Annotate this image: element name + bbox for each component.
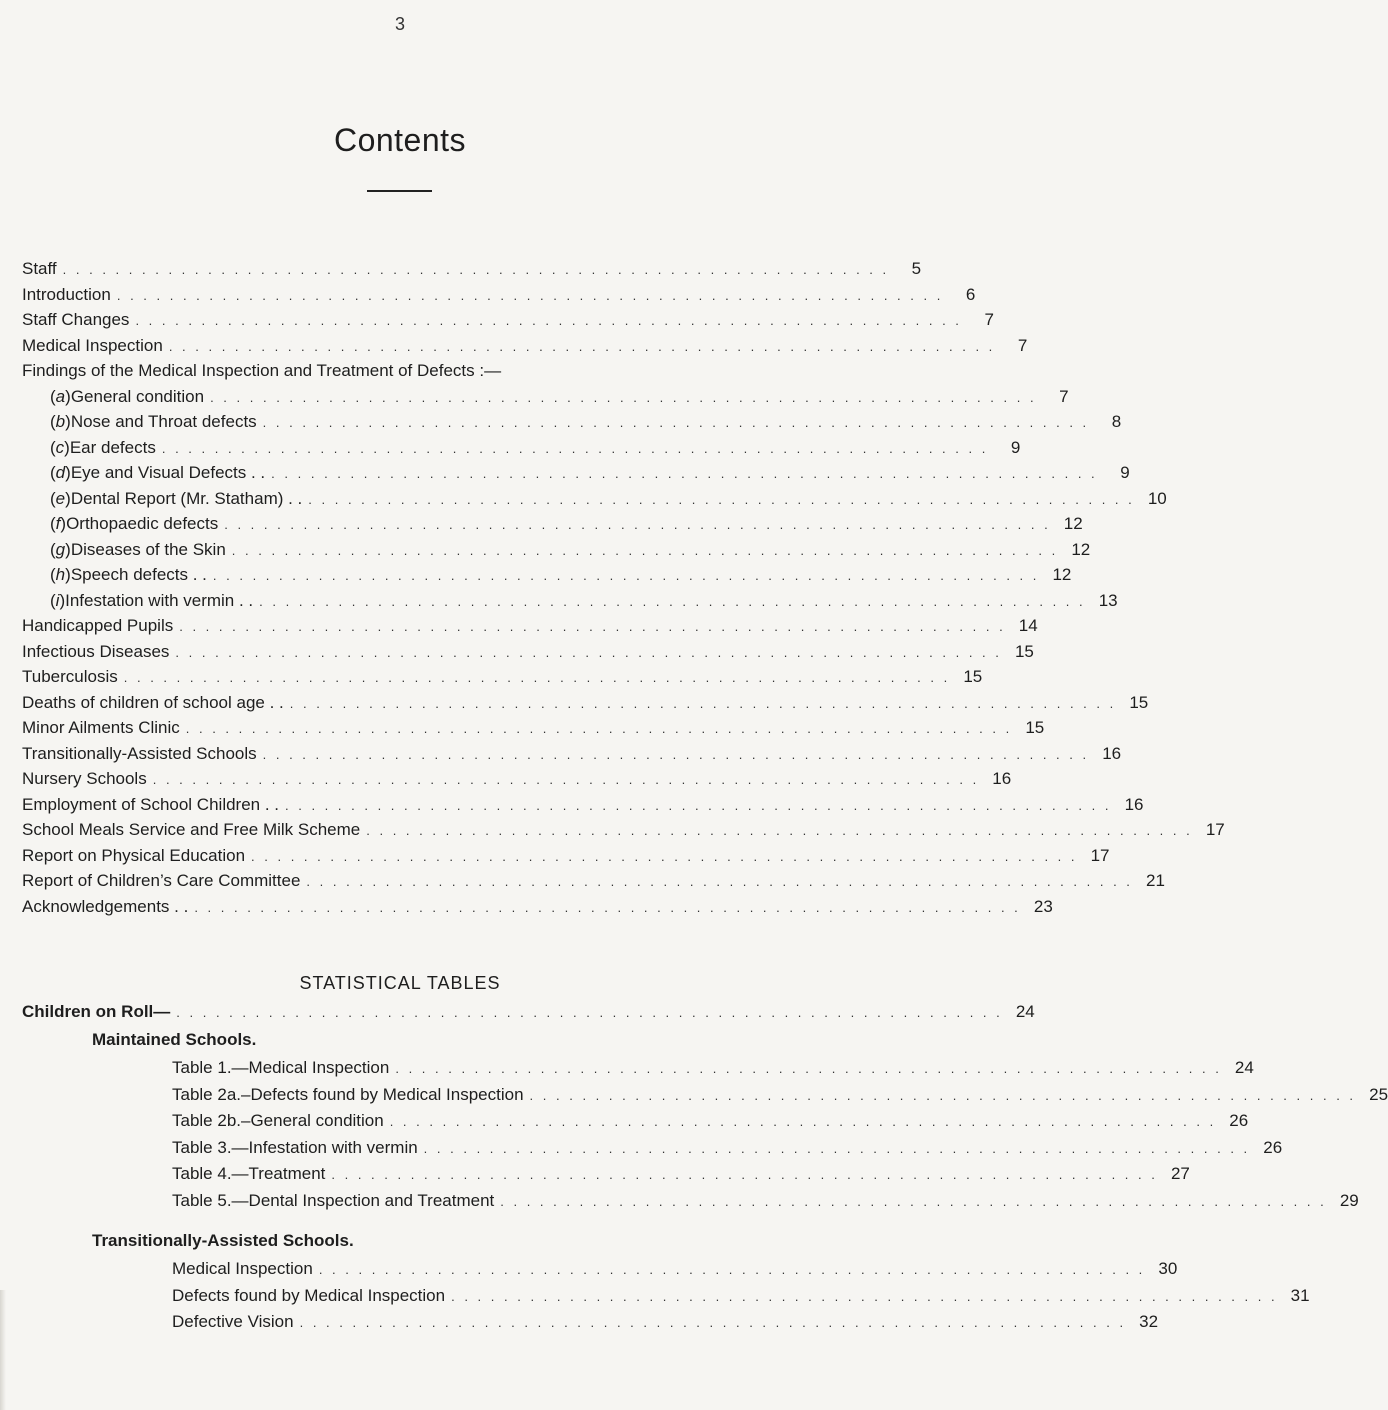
entry-label: Findings of the Medical Inspection and Treatment of Defects :— — [22, 361, 502, 380]
entry-page: 8 — [1111, 412, 1122, 431]
table-entry — [172, 1084, 1388, 1111]
leader-dots: . . . . . . . . . . . . . . . . . . . . . . . . . . . . . . . . . . . . . . . . . . . . . . . . . . . . . . . . . . . . . . . — [210, 389, 1037, 405]
entry-page: 17 — [1090, 845, 1110, 865]
entry-page: 23 — [1033, 896, 1053, 916]
entry-label: Medical Inspection — [22, 335, 163, 355]
entry-page: 15 — [963, 667, 983, 686]
entry-letter: (f) — [50, 514, 67, 533]
entry-label: Defects found by Medical Inspection — [172, 1285, 446, 1305]
table-entry — [172, 1259, 1178, 1285]
entry-label: Table 2b.–General condition — [172, 1111, 384, 1130]
toc-entry — [22, 284, 976, 311]
leader-dots: . . . . . . . . . . . . . . . . . . . . . . . . . . . . . . . . . . . . . . . . . . . . . . . . . . . . . . . . . . . . . . . — [251, 848, 1078, 864]
entry-label: Staff Changes — [22, 310, 130, 329]
entry-label: Employment of School Children . . — [22, 794, 280, 814]
leader-dots: . . . . . . . . . . . . . . . . . . . . . . . . . . . . . . . . . . . . . . . . . . . . . . . . . . . . . . . . . . . . . . . — [318, 1262, 1146, 1277]
leader-dots: . . . . . . . . . . . . . . . . . . . . . . . . . . . . . . . . . . . . . . . . . . . . . . . . . . . . . . . . . . . . . . . — [135, 313, 962, 328]
leader-dots: . . . . . . . . . . . . . . . . . . . . . . . . . . . . . . . . . . . . . . . . . . . . . . . . . . . . . . . . . . . . . . . — [395, 1061, 1222, 1076]
entry-label: School Meals Service and Free Milk Scheme — [22, 820, 361, 839]
entry-label: Report of Children’s Care Committee — [22, 871, 301, 890]
entry-page: 16 — [1102, 743, 1122, 763]
entry-page: 24 — [1015, 1002, 1035, 1021]
leader-dots: . . . . . . . . . . . . . . . . . . . . . . . . . . . . . . . . . . . . . . . . . . . . . . . . . . . . . . . . . . . . . . . — [179, 619, 1006, 634]
entry-label: Dental Report (Mr. Statham) . . — [70, 488, 303, 508]
maintained-schools-heading: Maintained Schools. — [92, 1030, 257, 1049]
entry-page: 10 — [1147, 488, 1167, 508]
table-entry — [172, 1164, 1190, 1190]
findings-entry — [50, 488, 1167, 515]
entry-page: 26 — [1229, 1111, 1249, 1130]
entry-page: 30 — [1158, 1259, 1178, 1278]
entry-page: 6 — [965, 284, 976, 304]
toc-entry — [22, 641, 1034, 668]
findings-entry — [50, 590, 1118, 617]
leader-dots: . . . . . . . . . . . . . . . . . . . . . . . . . . . . . . . . . . . . . . . . . . . . . . . . . . . . . . . . . . . . . . . — [161, 440, 989, 456]
entry-letter: (d) — [50, 463, 71, 482]
entry-label: Acknowledgements . . — [22, 896, 189, 916]
entry-label: Speech defects . . — [70, 565, 207, 584]
entry-page: 32 — [1139, 1312, 1159, 1331]
entry-page: 12 — [1071, 539, 1091, 559]
findings-entry — [50, 437, 1021, 464]
entry-page: 21 — [1145, 871, 1165, 890]
entry-letter: (h) — [50, 565, 71, 584]
leader-dots: . . . . . . . . . . . . . . . . . . . . . . . . . . . . . . . . . . . . . . . . . . . . . . . . . . . . . . . . . . . . . . . — [529, 1087, 1357, 1103]
title-rule — [367, 190, 432, 192]
leader-dots: . . . . . . . . . . . . . . . . . . . . . . . . . . . . . . . . . . . . . . . . . . . . . . . . . . . . . . . . . . . . . . . — [262, 746, 1090, 762]
findings-entry — [50, 565, 1072, 591]
toc-entry — [22, 845, 1110, 872]
entry-label: Eye and Visual Defects . . — [70, 463, 266, 482]
leader-dots: . . . . . . . . . . . . . . . . . . . . . . . . . . . . . . . . . . . . . . . . . . . . . . . . . . . . . . . . . . . . . . . — [306, 874, 1133, 889]
entry-page: 9 — [1120, 463, 1130, 482]
entry-page: 12 — [1063, 514, 1083, 533]
table-entry — [172, 1312, 1159, 1338]
leader-dots: . . . . . . . . . . . . . . . . . . . . . . . . . . . . . . . . . . . . . . . . . . . . . . . . . . . . . . . . . . . . . . . — [308, 491, 1135, 507]
toc-entry — [22, 896, 1053, 923]
entry-letter: (i) — [50, 590, 66, 610]
leader-dots: . . . . . . . . . . . . . . . . . . . . . . . . . . . . . . . . . . . . . . . . . . . . . . . . . . . . . . . . . . . . . . . — [299, 1315, 1127, 1330]
leader-dots: . . . . . . . . . . . . . . . . . . . . . . . . . . . . . . . . . . . . . . . . . . . . . . . . . . . . . . . . . . . . . . . — [224, 517, 1051, 532]
table-entry — [172, 1190, 1359, 1217]
toc-entry — [22, 692, 1149, 719]
children-on-roll-entry — [22, 1002, 1035, 1028]
entry-label: Minor Ailments Clinic — [22, 718, 180, 737]
page-number: 3 — [394, 14, 405, 34]
entry-page: 17 — [1205, 820, 1225, 839]
entry-page: 13 — [1098, 590, 1118, 610]
entry-page: 5 — [911, 259, 922, 278]
entry-label: Medical Inspection — [172, 1259, 313, 1278]
entry-page: 27 — [1170, 1164, 1190, 1183]
entry-page: 7 — [1059, 386, 1069, 406]
entry-page: 15 — [1014, 641, 1034, 661]
entry-label: Introduction — [22, 284, 111, 304]
entry-label: Table 4.—Treatment — [172, 1164, 326, 1183]
entry-label: Staff — [22, 259, 57, 278]
toc-entry — [22, 871, 1165, 897]
toc-entry — [22, 667, 983, 693]
table-entry — [172, 1111, 1249, 1137]
leader-dots: . . . . . . . . . . . . . . . . . . . . . . . . . . . . . . . . . . . . . . . . . . . . . . . . . . . . . . . . . . . . . . . — [451, 1288, 1278, 1304]
findings-entry — [50, 463, 1130, 489]
entry-label: Table 5.—Dental Inspection and Treatment — [172, 1190, 495, 1210]
leader-dots: . . . . . . . . . . . . . . . . . . . . . . . . . . . . . . . . . . . . . . . . . . . . . . . . . . . . . . . . . . . . . . . — [176, 1005, 1003, 1020]
entry-letter: (b) — [50, 412, 71, 431]
entry-page: 7 — [1017, 335, 1028, 355]
toc-entry — [22, 743, 1122, 770]
leader-dots: . . . . . . . . . . . . . . . . . . . . . . . . . . . . . . . . . . . . . . . . . . . . . . . . . . . . . . . . . . . . . . . — [152, 772, 980, 787]
findings-entry — [50, 514, 1083, 540]
leader-dots: . . . . . . . . . . . . . . . . . . . . . . . . . . . . . . . . . . . . . . . . . . . . . . . . . . . . . . . . . . . . . . . — [231, 542, 1059, 558]
leader-dots: . . . . . . . . . . . . . . . . . . . . . . . . . . . . . . . . . . . . . . . . . . . . . . . . . . . . . . . . . . . . . . . — [262, 415, 1090, 430]
leader-dots: . . . . . . . . . . . . . . . . . . . . . . . . . . . . . . . . . . . . . . . . . . . . . . . . . . . . . . . . . . . . . . . — [194, 899, 1021, 915]
table-entry — [172, 1285, 1310, 1312]
entry-page: 16 — [1124, 794, 1144, 814]
toc-entry — [22, 794, 1144, 821]
entry-label: Deaths of children of school age . . — [22, 692, 284, 712]
table-entry — [172, 1058, 1254, 1084]
leader-dots: . . . . . . . . . . . . . . . . . . . . . . . . . . . . . . . . . . . . . . . . . . . . . . . . . . . . . . . . . . . . . . . — [389, 1114, 1217, 1129]
entry-label: Diseases of the Skin — [70, 539, 226, 559]
table-entry — [172, 1137, 1283, 1164]
toc-entry — [22, 259, 922, 285]
entry-label: Transitionally-Assisted Schools — [22, 743, 257, 763]
leader-dots: . . . . . . . . . . . . . . . . . . . . . . . . . . . . . . . . . . . . . . . . . . . . . . . . . . . . . . . . . . . . . . . — [285, 797, 1112, 813]
entry-label: Nose and Throat defects — [70, 412, 257, 431]
entry-page: 25 — [1369, 1084, 1388, 1104]
leader-dots: . . . . . . . . . . . . . . . . . . . . . . . . . . . . . . . . . . . . . . . . . . . . . . . . . . . . . . . . . . . . . . . — [500, 1193, 1327, 1209]
entry-page: 31 — [1290, 1285, 1310, 1305]
leader-dots: . . . . . . . . . . . . . . . . . . . . . . . . . . . . . . . . . . . . . . . . . . . . . . . . . . . . . . . . . . . . . . . — [175, 644, 1002, 660]
entry-label: Infestation with vermin . . — [65, 590, 254, 610]
leader-dots: . . . . . . . . . . . . . . . . . . . . . . . . . . . . . . . . . . . . . . . . . . . . . . . . . . . . . . . . . . . . . . . — [423, 1140, 1251, 1156]
entry-page: 7 — [984, 310, 994, 329]
entry-label: Handicapped Pupils — [22, 616, 174, 635]
entry-page: 12 — [1052, 565, 1072, 584]
toc-entry — [22, 769, 1012, 795]
leader-dots: . . . . . . . . . . . . . . . . . . . . . . . . . . . . . . . . . . . . . . . . . . . . . . . . . . . . . . . . . . . . . . . — [331, 1167, 1158, 1182]
leader-dots: . . . . . . . . . . . . . . . . . . . . . . . . . . . . . . . . . . . . . . . . . . . . . . . . . . . . . . . . . . . . . . . — [116, 287, 944, 303]
entry-letter: (g) — [50, 539, 71, 559]
leader-dots: . . . . . . . . . . . . . . . . . . . . . . . . . . . . . . . . . . . . . . . . . . . . . . . . . . . . . . . . . . . . . . . — [271, 466, 1098, 481]
transitional-schools-heading: Transitionally-Assisted Schools. — [92, 1231, 354, 1250]
toc-entry — [22, 335, 1028, 362]
entry-page: 15 — [1129, 692, 1149, 712]
leader-dots: . . . . . . . . . . . . . . . . . . . . . . . . . . . . . . . . . . . . . . . . . . . . . . . . . . . . . . . . . . . . . . . — [366, 823, 1193, 838]
leader-dots: . . . . . . . . . . . . . . . . . . . . . . . . . . . . . . . . . . . . . . . . . . . . . . . . . . . . . . . . . . . . . . . — [289, 695, 1117, 711]
entry-label: General condition — [70, 386, 205, 406]
entry-label: Tuberculosis — [22, 667, 118, 686]
findings-heading — [22, 361, 749, 387]
scan-edge — [0, 1290, 6, 1410]
entry-page: 26 — [1263, 1137, 1283, 1157]
findings-entry — [50, 539, 1091, 566]
entry-label: Table 3.—Infestation with vermin — [172, 1137, 418, 1157]
entry-label: Table 2a.–Defects found by Medical Inspection — [172, 1084, 524, 1104]
leader-dots: . . . . . . . . . . . . . . . . . . . . . . . . . . . . . . . . . . . . . . . . . . . . . . . . . . . . . . . . . . . . . . . — [259, 593, 1086, 609]
entry-label: Nursery Schools — [22, 769, 147, 788]
toc-entry — [22, 820, 1225, 846]
entry-label: Table 1.—Medical Inspection — [172, 1058, 390, 1077]
page-title: Contents — [333, 122, 467, 158]
leader-dots: . . . . . . . . . . . . . . . . . . . . . . . . . . . . . . . . . . . . . . . . . . . . . . . . . . . . . . . . . . . . . . . — [62, 262, 890, 277]
toc-entry — [22, 718, 1045, 744]
entry-page: 29 — [1339, 1190, 1359, 1210]
leader-dots: . . . . . . . . . . . . . . . . . . . . . . . . . . . . . . . . . . . . . . . . . . . . . . . . . . . . . . . . . . . . . . . — [212, 568, 1040, 583]
entry-letter: (e) — [50, 488, 71, 508]
leader-dots: . . . . . . . . . . . . . . . . . . . . . . . . . . . . . . . . . . . . . . . . . . . . . . . . . . . . . . . . . . . . . . . — [185, 721, 1013, 736]
leader-dots: . . . . . . . . . . . . . . . . . . . . . . . . . . . . . . . . . . . . . . . . . . . . . . . . . . . . . . . . . . . . . . . — [123, 670, 951, 685]
entry-label: Children on Roll— — [22, 1002, 171, 1021]
findings-entry — [50, 386, 1069, 413]
toc-entry — [22, 616, 1038, 642]
entry-page: 9 — [1010, 437, 1021, 457]
entry-label: Infectious Diseases — [22, 641, 170, 661]
entry-page: 16 — [992, 769, 1012, 788]
entry-label: Report on Physical Education — [22, 845, 246, 865]
findings-entry — [50, 412, 1122, 438]
entry-label: Defective Vision — [172, 1312, 294, 1331]
statistical-tables-heading: STATISTICAL TABLES — [299, 973, 501, 993]
entry-label: Ear defects — [69, 437, 156, 457]
leader-dots: . . . . . . . . . . . . . . . . . . . . . . . . . . . . . . . . . . . . . . . . . . . . . . . . . . . . . . . . . . . . . . . — [168, 338, 996, 354]
entry-letter: (a) — [50, 386, 71, 406]
toc-entry — [22, 310, 994, 336]
entry-page: 14 — [1018, 616, 1038, 635]
entry-page: 15 — [1025, 718, 1045, 737]
entry-page: 24 — [1234, 1058, 1254, 1077]
entry-label: Orthopaedic defects — [66, 514, 219, 533]
entry-letter: (c) — [50, 437, 70, 457]
